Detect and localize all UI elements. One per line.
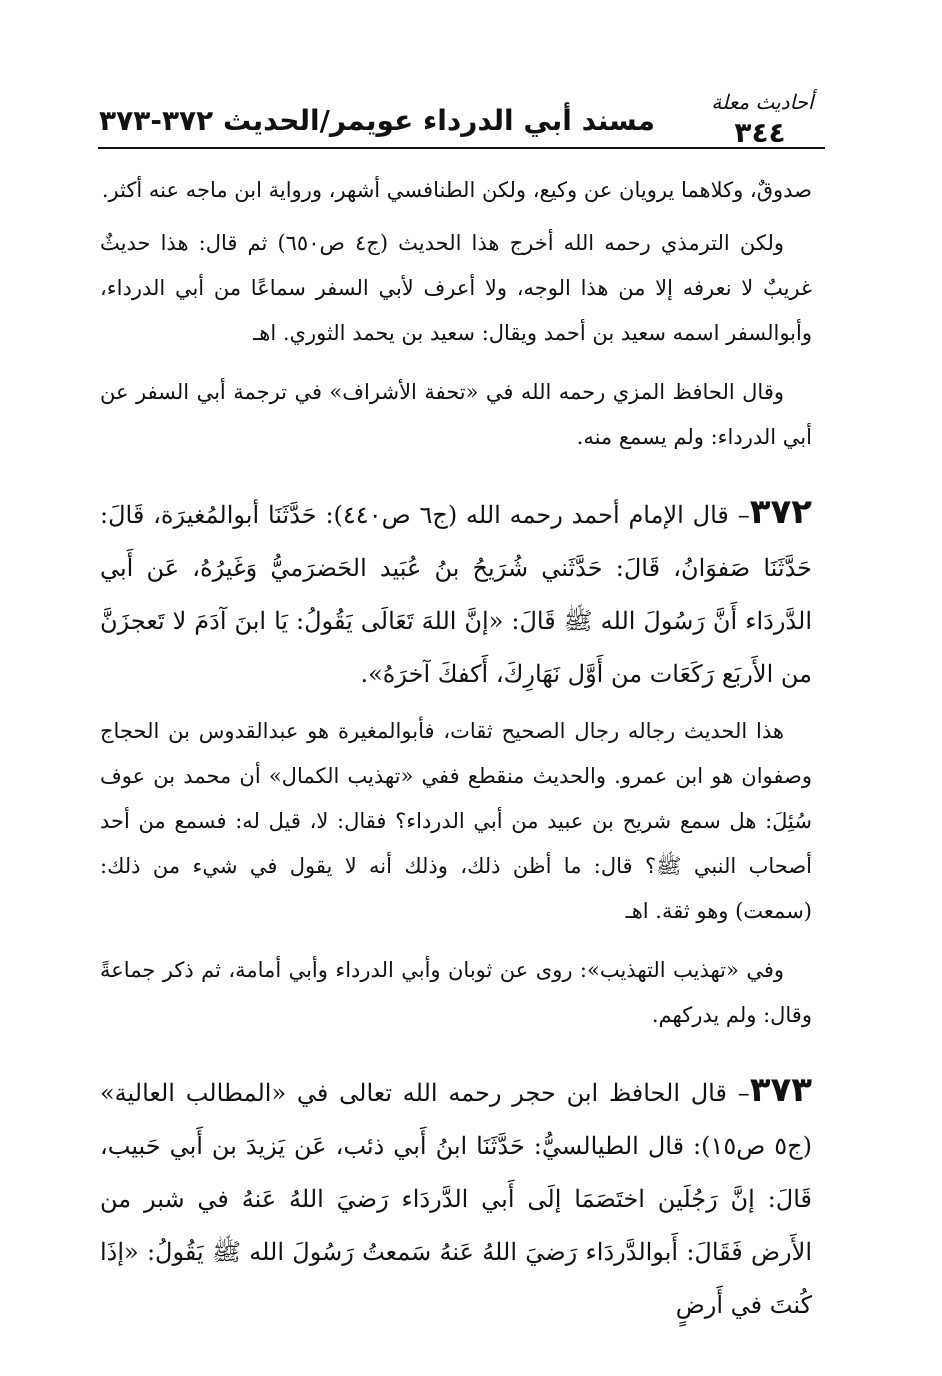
commentary-paragraph: هذا الحديث رجاله رجال الصحيح ثقات، فأبوالمغيرة هو عبدالقدوس بن الحجاج وصفوان هو ابن عمرو. والحديث منقطع ففي «تهذيب الكمال» أن محمد بن عوف سُئِلَ: هل سمع شريح بن عبيد من أبي الدرداء؟ فقال: لا، قيل له: فسمع من أحد أصحاب النبي ﷺ؟ قال: ما أظن ذلك، وذلك أنه لا يقول في شيء من ذلك: (سمعت) وهو ثقة. اهـ	[100, 719, 812, 923]
hadith-text: قال الحافظ ابن حجر رحمه الله تعالى في «المطالب العالية» (ج٥ ص١٥): قال الطيالسيُّ: حَدَّثَنَا ابنُ أَبي ذئب، عَن يَزيدَ بن أَبي حَبيب، قَالَ: إنَّ رَجُلَين اختَصَمَا إلَى أَبي الدَّردَاء رَضيَ اللهُ عَنهُ في شبر من الأَرض فَقَالَ: أَبوالدَّردَاء رَضيَ اللهُ عَنهُ سَمعتُ رَسُولَ الله ﷺ يَقُولُ: «إذَا كُنتَ في أَرضٍ	[100, 1079, 812, 1319]
page-header	[95, 88, 825, 158]
hadith-dash: –	[737, 1079, 750, 1107]
hadith-dash: –	[737, 501, 750, 529]
paragraph: ولكن الترمذي رحمه الله أخرج هذا الحديث (ج٤ ص٦٥٠) ثم قال: هذا حديثٌ غريبٌ لا نعرفه إلا من هذا الوجه، ولا أعرف لأبي السفر سماعًا من أبي الدرداء، وأبوالسفر اسمه سعيد بن أحمد ويقال: سعيد بن يحمد الثوري. اهـ	[100, 231, 812, 345]
paragraph: صدوقٌ، وكلاهما يرويان عن وكيع، ولكن الطنافسي أشهر، ورواية ابن ماجه عنه أكثر.	[101, 178, 812, 202]
hadith-number: ٣٧٢	[749, 492, 812, 532]
series-mark: أحاديث معلة	[711, 90, 814, 114]
hadith-372	[100, 486, 812, 701]
commentary-paragraph: وفي «تهذيب التهذيب»: روى عن ثوبان وأبي الدرداء وأبي أمامة، ثم ذكر جماعةً وقال: ولم يدركهم.	[100, 958, 812, 1027]
hadith-373	[100, 1064, 812, 1332]
paragraph: وقال الحافظ المزي رحمه الله في «تحفة الأشراف» في ترجمة أبي السفر عن أبي الدرداء: ولم يسمع منه.	[100, 380, 812, 449]
hadith-text: قال الإمام أحمد رحمه الله (ج٦ ص٤٤٠): حَدَّثَنَا أبوالمُغيرَة، قَالَ: حَدَّثَنَا صَفوَانُ، قَالَ: حَدَّثَني شُرَيحُ بنُ عُبَيد الحَضرَميُّ وَغَيرُهُ، عَن أَبي الدَّردَاء أَنَّ رَسُولَ الله ﷺ قَالَ: «إنَّ اللهَ تَعَالَى يَقُولُ: يَا ابنَ آدَمَ لا تَعجزَنَّ من الأَربَع رَكَعَات من أَوَّل نَهَارِكَ، أَكفكَ آخرَهُ».	[100, 501, 812, 688]
page-number: ٣٤٤	[734, 116, 786, 149]
running-title: مسند أبي الدرداء عويمر/الحديث ٣٧٢-٣٧٣	[99, 104, 655, 137]
hadith-number: ٣٧٣	[749, 1070, 812, 1110]
page-body	[100, 168, 812, 1332]
header-rule	[98, 147, 825, 149]
